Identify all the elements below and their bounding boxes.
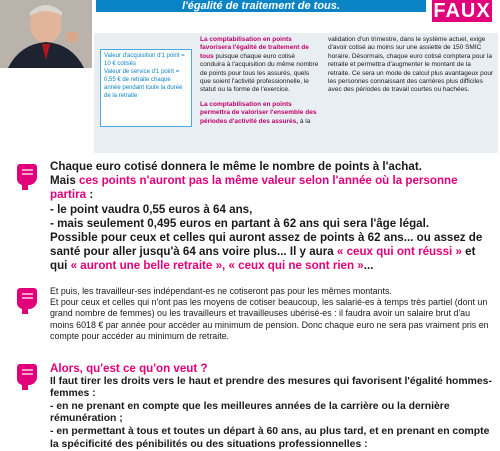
raised-fist-icon — [14, 362, 40, 390]
section-independents — [50, 286, 495, 342]
banner-text: l'égalité de traitement de tous. — [96, 0, 426, 12]
mid-body: puisque chaque euro cotisé conduira à l'acquisition du même nombre de points pour tous les assurés, quels que soient l'activité professionnelle, le statut ou la forme de l'exercice. — [200, 52, 319, 94]
s3-b2: - en permettant à tous et toutes un départ à 60 ans, au plus tard, et en prenant en compte la spécificité des pénibilités ou des situations professionnelles : — [50, 425, 490, 450]
right-body: validation d'un trimestre, dans le système actuel, exige d'avoir cotisé au moins sur une assiette de 150 SMIC horaire. Désormais, chaque euro cotisé comptera pour la retraite et permettra d'augmenter le montant de la retraite. Ce sera un mode de calcul plus avantageux pour les personnes connaissant des carrières plus difficiles avec des périodes de travail courtes ou hachées. — [328, 36, 494, 94]
section-demands — [50, 363, 495, 451]
point-value-box — [100, 49, 192, 127]
faux-stamp: FAUX — [433, 0, 491, 22]
s1-pink2: « ceux qui ont réussi » — [336, 245, 462, 259]
s3-question: Alors, qu'est ce qu'on veut ? — [50, 362, 208, 375]
s1-para2: Possible pour ceux et celles qui auront assez de points à 62 ans... ou assez de santé pour aller jusqu'à 64 ans voire plus... Il y aura — [50, 231, 483, 259]
s1-pink1: ces points n'auront pas la même valeur selon l'année où la personne partira — [50, 174, 458, 202]
info-right-column — [328, 36, 494, 95]
raised-fist-icon — [14, 286, 40, 314]
service-value: Valeur de service d'1 point = 0,55 € de retraite chaque année pendant toute la durée de la retraite — [104, 69, 183, 99]
s1-pink3: « auront une belle retraite », « ceux qui ne sont rien » — [70, 259, 364, 273]
s1-bullet2: - mais seulement 0,495 euros en partant à 62 ans qui sera l'âge légal. — [50, 216, 430, 230]
s1-end: ... — [363, 259, 374, 273]
s3-b1: - en ne prenant en compte que les meilleures années de la carrière ou la dernière rémunération ; — [50, 400, 450, 425]
s2-p2: Et pour ceux et celles qui n'ont pas les moyens de cotiser beaucoup, les salarié-es à temps très partiel (dont un grand nombre de femmes) ou les travailleurs et travailleuses ubérisé-es : il faudra avoir un salaire brut d'au moins 6018 € par année pour accéder au minimum de pension. Donc chaque euro ne sera pas vraiment pris en compte pour accéder au minimum de retraite. — [50, 297, 489, 341]
s1-bullet1: - le point vaudra 0,55 euros à 64 ans, — [50, 202, 253, 216]
s1-colon: : — [86, 188, 94, 202]
s3-p1: Il faut tirer les droits vers le haut et prendre des mesures qui favorisent l'égalité hommes-femmes : — [50, 375, 492, 400]
s1-line1: Chaque euro cotisé donnera le même le nombre de points à l'achat. — [50, 160, 422, 173]
speaker-photo — [0, 0, 92, 68]
mid-body-2: à la — [299, 117, 311, 125]
s1-mais: Mais — [50, 174, 79, 188]
raised-fist-icon — [14, 162, 40, 190]
s2-p1: Et puis, les travailleur-ses indépendant-es ne cotiseront pas pour les mêmes montants. — [50, 286, 392, 296]
mid-heading: La comptabilisation en points favorisera l'égalité de traitement de tous — [200, 36, 309, 60]
acquisition-value: Valeur d'acquisition d'1 point = 10 € cotisés — [104, 53, 185, 67]
info-box — [94, 33, 498, 153]
info-middle-column — [200, 36, 320, 126]
s1-and: et qui — [50, 245, 476, 273]
mid-heading-2: La comptabilisation en points permettra de valoriser l'ensemble des périodes d'activité des assurés, — [200, 100, 317, 125]
section-point-value — [50, 160, 495, 274]
